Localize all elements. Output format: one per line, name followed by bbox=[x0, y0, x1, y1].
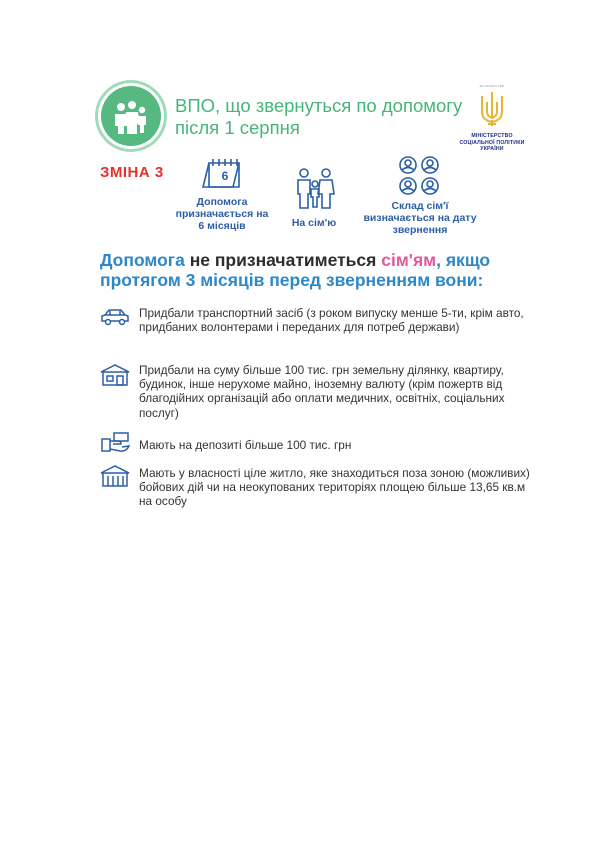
car-icon bbox=[99, 305, 131, 329]
ministry-name-line-1: МІНІСТЕРСТВО bbox=[471, 133, 513, 139]
calendar-number: 6 bbox=[221, 169, 229, 183]
building-icon bbox=[99, 464, 131, 488]
section-heading bbox=[100, 250, 530, 290]
list-item-text: Придбали на суму більше 100 тис. грн земельну ділянку, квартиру, будинок, інше нерухоме майно, іноземну валюту (крім пожертв від благодійних організацій або оплати медичних, освітніх, соціальних послуг) bbox=[139, 363, 505, 420]
ministry-small-caption: МІНІСТЕРСТВО bbox=[479, 84, 505, 88]
money-hand-icon bbox=[99, 431, 131, 455]
family-icon bbox=[101, 86, 161, 146]
list-item-text: Мають на депозиті більше 100 тис. грн bbox=[139, 438, 352, 452]
heading-part-3: сім'ям bbox=[376, 250, 437, 270]
heading-part-4: , якщо протягом 3 місяців перед зверненням вони: bbox=[100, 250, 491, 290]
heading-part-2: не призначатиметься bbox=[189, 250, 377, 270]
page-title: ВПО, що звернуться по допомогу після 1 серпня bbox=[175, 95, 463, 138]
ministry-name-line-3: УКРАЇНИ bbox=[480, 146, 504, 152]
feature-caption-composition: Склад сім'ї визначається на дату звернення bbox=[363, 200, 477, 236]
people-group-icon bbox=[397, 155, 441, 197]
ministry-logo bbox=[456, 84, 528, 153]
family-icon bbox=[294, 166, 338, 210]
logo-badge bbox=[101, 86, 161, 146]
list-item-text: Придбали транспортний засіб (з роком випуску менше 5-ти, крім авто, придбаних волонтерами і переданих для потреб держави) bbox=[139, 306, 524, 335]
feature-caption-family: На сім'ю bbox=[291, 217, 337, 229]
list-item-text: Мають у власності ціле житло, яке знаходиться поза зоною (можливих) бойових дій чи на неокупованих територіях площею більше 13,65 кв.м на особу bbox=[139, 466, 530, 509]
heading-part-1: Допомога bbox=[100, 250, 190, 270]
change-label: ЗМІНА 3 bbox=[100, 164, 164, 181]
trident-emblem-icon bbox=[477, 90, 507, 128]
house-icon bbox=[99, 363, 131, 387]
feature-caption-duration: Допомога призначається на 6 місяців bbox=[175, 196, 269, 232]
ministry-name-line-2: СОЦІАЛЬНОЇ ПОЛІТИКИ bbox=[459, 139, 525, 146]
